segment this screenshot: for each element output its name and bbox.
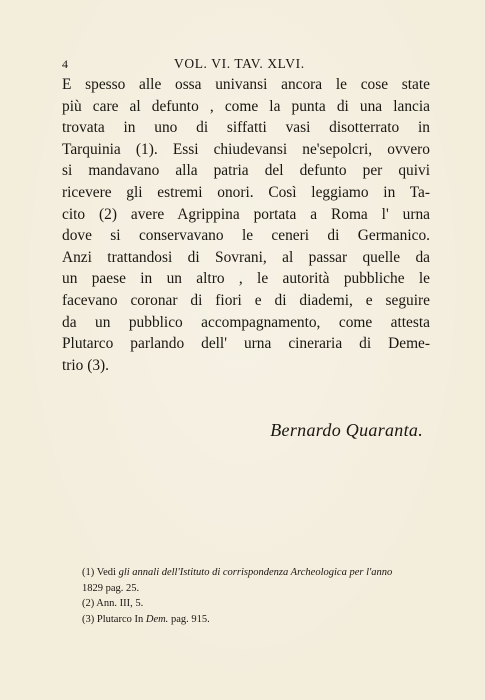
footnote-text: Vedi	[96, 567, 116, 578]
text-line: Plutarco parlando dell' urna cineraria di Deme-	[62, 335, 430, 353]
author-signature: Bernardo Quaranta.	[270, 420, 423, 440]
text-line: più care al defunto , come la punta di una lancia	[62, 97, 430, 115]
footnote-1-continuation: 1829 pag. 25.	[82, 582, 140, 594]
footnote-2: (2) Ann. III, 5.	[82, 598, 144, 609]
footnotes	[82, 565, 432, 627]
text-line: Anzi trattandosi di Sovrani, al passar quelle da	[62, 248, 430, 266]
text-line: trovata in uno di siffatti vasi disotterrato in	[62, 119, 430, 137]
page-number: 4	[62, 57, 69, 71]
text-line: cito (2) avere Agrippina portata a Roma l' urna	[62, 205, 430, 223]
footnote-3	[82, 612, 432, 628]
running-head: VOL. VI. TAV. XLVI.	[174, 56, 305, 71]
text-line: facevano coronar di fiori e di diademi, e seguire	[62, 291, 430, 309]
text-line: un paese in un altro , le autorità pubbliche le	[62, 270, 430, 288]
text-line: da un pubblico accompagnamento, come attesta	[62, 313, 430, 331]
text-line: dove si conservavano le ceneri di Germanico.	[62, 227, 430, 245]
footnote-title: Dem.	[145, 613, 169, 625]
text-line: E spesso alle ossa univansi ancora le cose state	[62, 76, 430, 93]
text-line: ricevere gli estremi onori. Così leggiamo in Ta-	[62, 183, 430, 201]
page-header	[62, 56, 422, 72]
text-line: si mandavano alla patria del defunto per quivi	[62, 162, 430, 180]
footnote-marker: (1)	[82, 567, 95, 578]
footnote-title: gli annali dell'Istituto di corrispondenza Archeologica per l'anno	[118, 567, 393, 578]
body-text	[62, 74, 430, 376]
text-line: trio (3).	[62, 356, 110, 374]
footnote-text: (3) Plutarco In	[82, 613, 144, 625]
footnote-1	[82, 565, 432, 581]
text-line: Tarquinia (1). Essi chiudevansi ne'sepolcri, ovvero	[62, 140, 430, 158]
footnote-text: pag. 915.	[170, 613, 210, 625]
